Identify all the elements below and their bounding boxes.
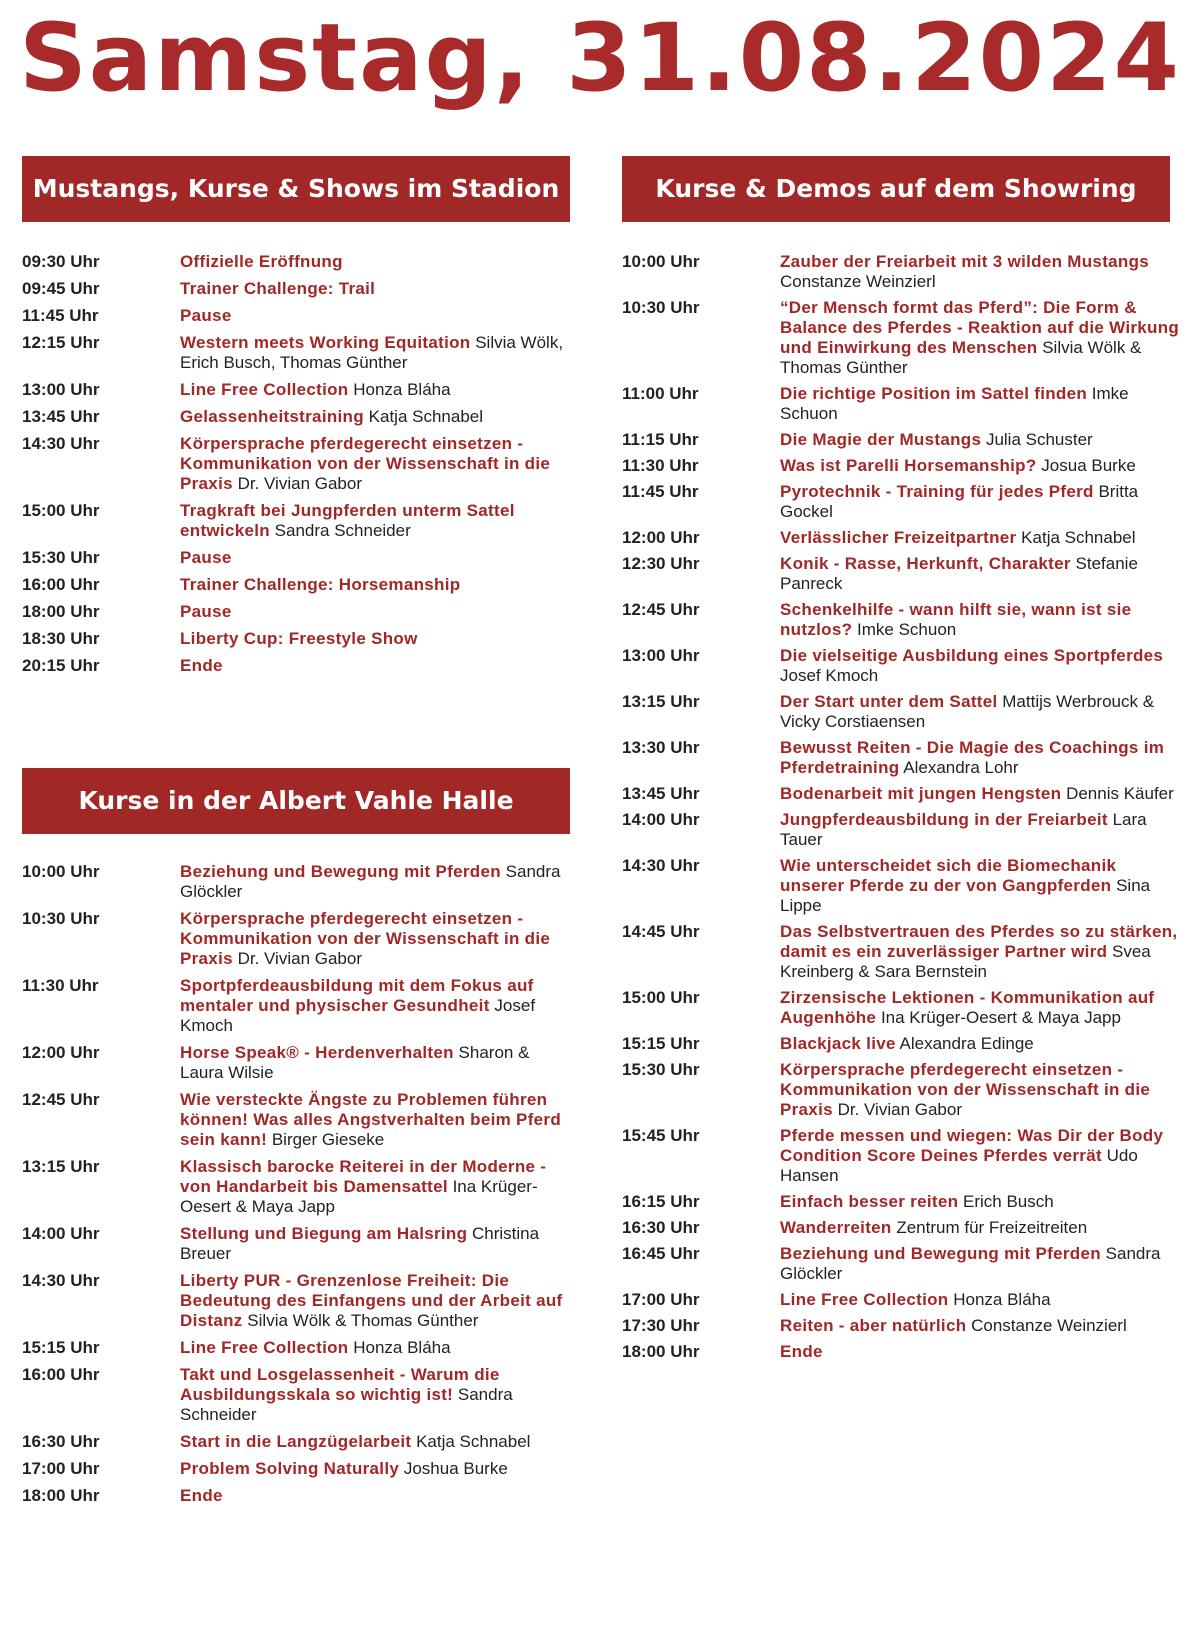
schedule-row <box>22 1224 570 1264</box>
schedule-time: 11:30 Uhr <box>622 456 699 475</box>
schedule-entry <box>780 856 1182 916</box>
speaker-name: Sandra Glöckler <box>180 862 561 901</box>
schedule-entry <box>780 430 1182 450</box>
event-title: Ende <box>780 1342 823 1361</box>
schedule-entry <box>780 1342 1182 1362</box>
schedule-row <box>22 629 570 649</box>
event-title: Blackjack live <box>780 1034 896 1053</box>
schedule-time: 13:45 Uhr <box>22 407 100 426</box>
schedule-row <box>22 862 570 902</box>
schedule-time: 12:00 Uhr <box>22 1043 100 1062</box>
event-title: Wie versteckte Ängste zu Problemen führen können! Was alles Angstverhalten beim Pferd sein kann! <box>180 1090 562 1149</box>
schedule-time: 09:30 Uhr <box>22 252 100 271</box>
schedule-row <box>22 909 570 969</box>
event-title: Line Free Collection <box>180 380 349 399</box>
schedule-entry <box>780 922 1182 982</box>
schedule-time: 14:45 Uhr <box>622 922 700 941</box>
schedule-entry <box>780 1218 1182 1238</box>
schedule-entry <box>180 1365 570 1425</box>
schedule-row <box>22 548 570 568</box>
schedule-entry <box>180 333 570 373</box>
event-title: Offizielle Eröffnung <box>180 252 343 271</box>
event-title: Pause <box>180 306 232 325</box>
schedule-entry <box>780 1060 1182 1120</box>
schedule-time: 13:30 Uhr <box>622 738 700 757</box>
speaker-name: Alexandra Edinge <box>899 1034 1034 1053</box>
schedule-entry <box>780 646 1182 686</box>
schedule-time: 15:30 Uhr <box>22 548 100 567</box>
schedule-entry <box>780 528 1182 548</box>
speaker-name: Alexandra Lohr <box>903 758 1019 777</box>
schedule-row <box>622 692 1182 732</box>
speaker-name: Svea Kreinberg & Sara Bernstein <box>780 942 1151 981</box>
event-title: Reiten - aber natürlich <box>780 1316 967 1335</box>
schedule-entry <box>780 554 1182 594</box>
speaker-name: Honza Bláha <box>353 380 451 399</box>
schedule-row <box>622 856 1182 916</box>
schedule-entry <box>180 548 570 568</box>
schedule-list-halle <box>22 862 570 1513</box>
schedule-time: 13:00 Uhr <box>22 380 100 399</box>
event-title: Takt und Losgelassenheit - Warum die Ausbildungsskala so wichtig ist! <box>180 1365 500 1404</box>
schedule-entry <box>780 1192 1182 1212</box>
schedule-entry <box>780 298 1182 378</box>
event-title: Verlässlicher Freizeitpartner <box>780 528 1017 547</box>
schedule-time: 16:30 Uhr <box>22 1432 100 1451</box>
schedule-row <box>22 252 570 272</box>
schedule-time: 10:30 Uhr <box>22 909 100 928</box>
schedule-time: 14:30 Uhr <box>22 1271 100 1290</box>
schedule-entry <box>180 862 570 902</box>
speaker-name: Ina Krüger-Oesert & Maya Japp <box>180 1177 538 1216</box>
event-title: Der Start unter dem Sattel <box>780 692 998 711</box>
schedule-time: 16:30 Uhr <box>622 1218 700 1237</box>
schedule-time: 14:00 Uhr <box>22 1224 100 1243</box>
event-title: Pause <box>180 548 232 567</box>
schedule-entry <box>180 306 570 326</box>
schedule-time: 13:45 Uhr <box>622 784 700 803</box>
schedule-row <box>22 1432 570 1452</box>
schedule-time: 10:00 Uhr <box>22 862 100 881</box>
schedule-list-stadion <box>22 252 570 683</box>
schedule-row <box>622 646 1182 686</box>
schedule-time: 13:00 Uhr <box>622 646 700 665</box>
schedule-time: 20:15 Uhr <box>22 656 100 675</box>
schedule-row <box>22 1090 570 1150</box>
schedule-time: 15:45 Uhr <box>622 1126 700 1145</box>
schedule-time: 17:30 Uhr <box>622 1316 700 1335</box>
schedule-row <box>22 501 570 541</box>
schedule-entry <box>180 434 570 494</box>
schedule-entry <box>180 1432 570 1452</box>
schedule-row <box>22 434 570 494</box>
speaker-name: Dr. Vivian Gabor <box>237 949 362 968</box>
schedule-entry <box>780 738 1182 778</box>
schedule-time: 17:00 Uhr <box>22 1459 100 1478</box>
speaker-name: Honza Bláha <box>953 1290 1051 1309</box>
page-title: Samstag, 31.08.2024 <box>19 4 1181 113</box>
schedule-entry <box>180 602 570 622</box>
event-title: Jungpferdeausbildung in der Freiarbeit <box>780 810 1108 829</box>
schedule-row <box>22 1157 570 1217</box>
schedule-time: 15:15 Uhr <box>622 1034 700 1053</box>
schedule-time: 11:15 Uhr <box>622 430 699 449</box>
schedule-row <box>622 1060 1182 1120</box>
schedule-row <box>622 528 1182 548</box>
speaker-name: Britta Gockel <box>780 482 1139 521</box>
speaker-name: Erich Busch <box>963 1192 1054 1211</box>
schedule-row <box>22 407 570 427</box>
event-title: Liberty Cup: Freestyle Show <box>180 629 418 648</box>
schedule-time: 14:30 Uhr <box>622 856 700 875</box>
schedule-entry <box>780 810 1182 850</box>
speaker-name: Mattijs Werbrouck & Vicky Corstiaensen <box>780 692 1155 731</box>
speaker-name: Julia Schuster <box>985 430 1093 449</box>
schedule-time: 14:00 Uhr <box>622 810 700 829</box>
schedule-entry <box>780 988 1182 1028</box>
schedule-row <box>622 1316 1182 1336</box>
schedule-time: 11:45 Uhr <box>22 306 99 325</box>
event-title: Horse Speak® - Herdenverhalten <box>180 1043 454 1062</box>
speaker-name: Birger Gieseke <box>271 1130 385 1149</box>
event-title: Gelassenheitstraining <box>180 407 364 426</box>
event-title: Bodenarbeit mit jungen Hengsten <box>780 784 1062 803</box>
schedule-row <box>622 252 1182 292</box>
schedule-time: 15:15 Uhr <box>22 1338 100 1357</box>
schedule-time: 11:30 Uhr <box>22 976 99 995</box>
schedule-entry <box>780 692 1182 732</box>
schedule-time: 15:00 Uhr <box>22 501 100 520</box>
speaker-name: Constanze Weinzierl <box>780 272 936 291</box>
event-title: Wanderreiten <box>780 1218 892 1237</box>
schedule-time: 10:30 Uhr <box>622 298 700 317</box>
schedule-time: 18:00 Uhr <box>22 1486 100 1505</box>
event-title: Pferde messen und wiegen: Was Dir der Body Condition Score Deines Pferdes verrät <box>780 1126 1164 1165</box>
event-title: Schenkelhilfe - wann hilft sie, wann ist sie nutzlos? <box>780 600 1132 639</box>
schedule-row <box>622 482 1182 522</box>
schedule-entry <box>180 407 570 427</box>
event-title: Stellung und Biegung am Halsring <box>180 1224 468 1243</box>
schedule-row <box>622 554 1182 594</box>
speaker-name: Silvia Wölk & Thomas Günther <box>247 1311 479 1330</box>
speaker-name: Constanze Weinzierl <box>971 1316 1127 1335</box>
schedule-time: 16:00 Uhr <box>22 575 100 594</box>
schedule-row <box>622 430 1182 450</box>
schedule-row <box>22 1486 570 1506</box>
schedule-entry <box>180 252 570 272</box>
schedule-row <box>622 456 1182 476</box>
speaker-name: Katja Schnabel <box>368 407 484 426</box>
speaker-name: Honza Bláha <box>353 1338 451 1357</box>
event-title: Liberty PUR - Grenzenlose Freiheit: Die Bedeutung des Einfangens und der Arbeit auf Distanz <box>180 1271 563 1330</box>
schedule-row <box>622 384 1182 424</box>
schedule-row <box>622 1192 1182 1212</box>
schedule-time: 16:45 Uhr <box>622 1244 700 1263</box>
speaker-name: Katja Schnabel <box>1021 528 1136 547</box>
event-title: Pyrotechnik - Training für jedes Pferd <box>780 482 1094 501</box>
event-title: “Der Mensch formt das Pferd”: Die Form & Balance des Pferdes - Reaktion auf die Wirkung und Einwirkung des Menschen <box>780 298 1180 357</box>
schedule-entry <box>780 1034 1182 1054</box>
event-title: Trainer Challenge: Horsemanship <box>180 575 461 594</box>
schedule-time: 18:00 Uhr <box>22 602 100 621</box>
schedule-time: 16:15 Uhr <box>622 1192 700 1211</box>
schedule-entry <box>180 279 570 299</box>
event-title: Beziehung und Bewegung mit Pferden <box>180 862 501 881</box>
schedule-row <box>622 1034 1182 1054</box>
schedule-time: 11:45 Uhr <box>622 482 699 501</box>
schedule-row <box>622 784 1182 804</box>
schedule-row <box>622 988 1182 1028</box>
schedule-entry <box>180 1157 570 1217</box>
event-title: Trainer Challenge: Trail <box>180 279 376 298</box>
schedule-time: 13:15 Uhr <box>22 1157 100 1176</box>
schedule-row <box>22 380 570 400</box>
schedule-entry <box>180 629 570 649</box>
schedule-entry <box>180 1338 570 1358</box>
event-title: Zauber der Freiarbeit mit 3 wilden Mustangs <box>780 252 1150 271</box>
schedule-row <box>622 298 1182 378</box>
event-title: Das Selbstvertrauen des Pferdes so zu stärken, damit es ein zuverlässiger Partner wird <box>780 922 1178 961</box>
event-title: Wie unterscheidet sich die Biomechanik unserer Pferde zu der von Gangpferden <box>780 856 1117 895</box>
event-title: Line Free Collection <box>780 1290 949 1309</box>
schedule-row <box>622 1244 1182 1284</box>
schedule-row <box>622 600 1182 640</box>
speaker-name: Sina Lippe <box>780 876 1151 915</box>
schedule-entry <box>180 1224 570 1264</box>
schedule-entry <box>180 1459 570 1479</box>
schedule-entry <box>780 384 1182 424</box>
event-title: Die vielseitige Ausbildung eines Sportpferdes <box>780 646 1164 665</box>
schedule-time: 15:00 Uhr <box>622 988 700 1007</box>
schedule-row <box>22 1459 570 1479</box>
schedule-time: 12:45 Uhr <box>22 1090 100 1109</box>
event-title: Zirzensische Lektionen - Kommunikation auf Augenhöhe <box>780 988 1155 1027</box>
speaker-name: Sandra Schneider <box>180 1385 513 1424</box>
schedule-row <box>622 738 1182 778</box>
event-title: Ende <box>180 1486 223 1505</box>
speaker-name: Ina Krüger-Oesert & Maya Japp <box>880 1008 1121 1027</box>
speaker-name: Sandra Glöckler <box>780 1244 1161 1283</box>
event-title: Start in die Langzügelarbeit <box>180 1432 412 1451</box>
schedule-entry <box>180 656 570 676</box>
schedule-entry <box>780 482 1182 522</box>
speaker-name: Dennis Käufer <box>1066 784 1174 803</box>
event-title: Ende <box>180 656 223 675</box>
schedule-row <box>22 575 570 595</box>
speaker-name: Stefanie Panreck <box>780 554 1138 593</box>
event-title: Körpersprache pferdegerecht einsetzen - Kommunikation von der Wissenschaft in die Praxis <box>180 434 551 493</box>
schedule-time: 10:00 Uhr <box>622 252 700 271</box>
speaker-name: Lara Tauer <box>780 810 1147 849</box>
speaker-name: Imke Schuon <box>780 384 1129 423</box>
speaker-name: Josef Kmoch <box>780 666 879 685</box>
schedule-time: 14:30 Uhr <box>22 434 100 453</box>
schedule-row <box>22 333 570 373</box>
schedule-row <box>22 656 570 676</box>
schedule-time: 13:15 Uhr <box>622 692 700 711</box>
speaker-name: Udo Hansen <box>780 1146 1138 1185</box>
schedule-row <box>22 306 570 326</box>
event-title: Was ist Parelli Horsemanship? <box>780 456 1037 475</box>
schedule-entry <box>180 575 570 595</box>
schedule-time: 11:00 Uhr <box>622 384 699 403</box>
event-title: Line Free Collection <box>180 1338 349 1357</box>
schedule-row <box>22 1043 570 1083</box>
event-title: Beziehung und Bewegung mit Pferden <box>780 1244 1101 1263</box>
speaker-name: Josua Burke <box>1041 456 1136 475</box>
schedule-row <box>22 1271 570 1331</box>
event-title: Körpersprache pferdegerecht einsetzen - Kommunikation von der Wissenschaft in die Praxis <box>780 1060 1151 1119</box>
event-title: Körpersprache pferdegerecht einsetzen - Kommunikation von der Wissenschaft in die Praxis <box>180 909 551 968</box>
schedule-row <box>622 810 1182 850</box>
schedule-entry <box>780 600 1182 640</box>
speaker-name: Katja Schnabel <box>416 1432 531 1451</box>
event-title: Klassisch barocke Reiterei in der Moderne - von Handarbeit bis Damensattel <box>180 1157 547 1196</box>
event-title: Einfach besser reiten <box>780 1192 959 1211</box>
section-heading-stadion: Mustangs, Kurse & Shows im Stadion <box>22 156 570 222</box>
event-title: Tragkraft bei Jungpferden unterm Sattel entwickeln <box>180 501 515 540</box>
event-title: Die richtige Position im Sattel finden <box>780 384 1088 403</box>
schedule-entry <box>780 1290 1182 1310</box>
schedule-entry <box>180 1090 570 1150</box>
schedule-row <box>622 1290 1182 1310</box>
schedule-entry <box>180 501 570 541</box>
schedule-time: 16:00 Uhr <box>22 1365 100 1384</box>
speaker-name: Silvia Wölk, Erich Busch, Thomas Günther <box>180 333 564 372</box>
speaker-name: Sharon & Laura Wilsie <box>180 1043 530 1082</box>
schedule-entry <box>780 1316 1182 1336</box>
schedule-entry <box>180 1043 570 1083</box>
schedule-row <box>622 1342 1182 1362</box>
schedule-entry <box>780 1244 1182 1284</box>
schedule-time: 18:00 Uhr <box>622 1342 700 1361</box>
schedule-time: 12:45 Uhr <box>622 600 700 619</box>
schedule-time: 12:00 Uhr <box>622 528 700 547</box>
speaker-name: Joshua Burke <box>403 1459 508 1478</box>
schedule-row <box>22 279 570 299</box>
event-title: Sportpferdeausbildung mit dem Fokus auf mentaler und physischer Gesundheit <box>180 976 534 1015</box>
schedule-time: 09:45 Uhr <box>22 279 100 298</box>
speaker-name: Silvia Wölk & Thomas Günther <box>780 338 1142 377</box>
schedule-row <box>622 1126 1182 1186</box>
schedule-entry <box>180 976 570 1036</box>
event-title: Bewusst Reiten - Die Magie des Coachings im Pferdetraining <box>780 738 1165 777</box>
event-title: Problem Solving Naturally <box>180 1459 400 1478</box>
event-title: Pause <box>180 602 232 621</box>
schedule-row <box>22 602 570 622</box>
schedule-entry <box>780 456 1182 476</box>
speaker-name: Josef Kmoch <box>180 996 536 1035</box>
schedule-entry <box>180 1271 570 1331</box>
speaker-name: Dr. Vivian Gabor <box>237 474 362 493</box>
speaker-name: Sandra Schneider <box>274 521 411 540</box>
event-title: Die Magie der Mustangs <box>780 430 982 449</box>
schedule-time: 15:30 Uhr <box>622 1060 700 1079</box>
speaker-name: Dr. Vivian Gabor <box>837 1100 962 1119</box>
schedule-entry <box>180 909 570 969</box>
schedule-row <box>22 976 570 1036</box>
schedule-row <box>22 1338 570 1358</box>
speaker-name: Zentrum für Freizeitreiten <box>896 1218 1088 1237</box>
speaker-name: Imke Schuon <box>857 620 957 639</box>
schedule-time: 17:00 Uhr <box>622 1290 700 1309</box>
schedule-time: 18:30 Uhr <box>22 629 100 648</box>
schedule-entry <box>180 1486 570 1506</box>
schedule-list-showring <box>622 252 1182 1368</box>
schedule-row <box>622 922 1182 982</box>
schedule-entry <box>780 252 1182 292</box>
schedule-entry <box>780 1126 1182 1186</box>
schedule-row <box>22 1365 570 1425</box>
event-title: Western meets Working Equitation <box>180 333 471 352</box>
speaker-name: Christina Breuer <box>180 1224 540 1263</box>
schedule-row <box>622 1218 1182 1238</box>
event-title: Konik - Rasse, Herkunft, Charakter <box>780 554 1071 573</box>
schedule-time: 12:15 Uhr <box>22 333 100 352</box>
schedule-time: 12:30 Uhr <box>622 554 700 573</box>
schedule-entry <box>780 784 1182 804</box>
schedule-entry <box>180 380 570 400</box>
section-heading-halle: Kurse in der Albert Vahle Halle <box>22 768 570 834</box>
section-heading-showring: Kurse & Demos auf dem Showring <box>622 156 1170 222</box>
